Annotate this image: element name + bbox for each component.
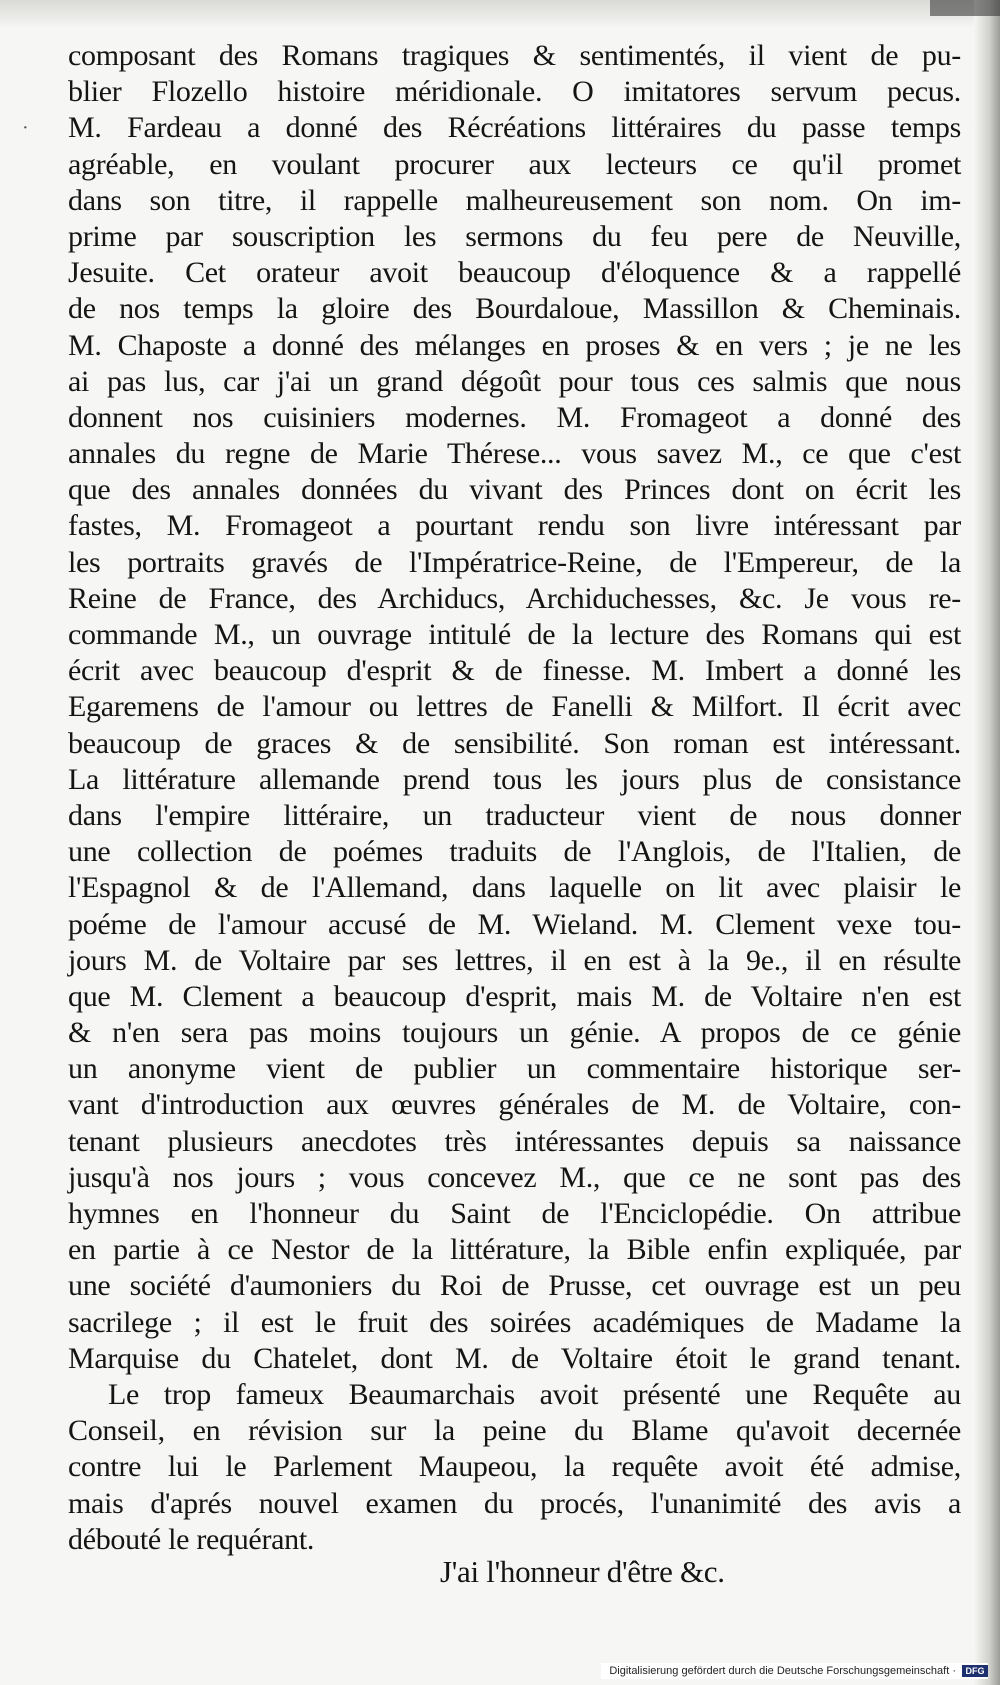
text-line: prime par souscription les sermons du feu pere de Neuville, bbox=[68, 219, 961, 253]
text-line: fastes, M. Fromageot a pourtant rendu son livre intéressant par bbox=[68, 509, 961, 543]
text-line: composant des Romans tragiques & sentimentés, il vient de pu- bbox=[68, 39, 961, 72]
text-line: une collection de poémes traduits de l'Anglois, de l'Italien, de bbox=[68, 835, 961, 869]
text-line: vant d'introduction aux œuvres générales de M. de Voltaire, con- bbox=[68, 1088, 961, 1122]
page-corner-shadow bbox=[930, 0, 1000, 16]
text-line: un anonyme vient de publier un commentaire historique ser- bbox=[68, 1052, 961, 1086]
text-line: blier Flozello histoire méridionale. O imitatores servum pecus. bbox=[68, 75, 961, 109]
page-top-edge bbox=[0, 0, 1000, 28]
text-line: agréable, en voulant procurer aux lecteurs ce qu'il promet bbox=[68, 147, 961, 181]
text-line: tenant plusieurs anecdotes très intéressantes depuis sa naissance bbox=[68, 1124, 961, 1158]
text-line: les portraits gravés de l'Impératrice-Reine, de l'Empereur, de la bbox=[68, 545, 961, 579]
text-line: Marquise du Chatelet, dont M. de Voltaire étoit le grand tenant. bbox=[68, 1341, 961, 1375]
closing-signature: J'ai l'honneur d'être &c. bbox=[440, 1554, 725, 1589]
dfg-logo-icon: DFG bbox=[962, 1665, 988, 1677]
text-line: débouté le requérant. bbox=[68, 1522, 315, 1556]
text-line: annales du regne de Marie Thérese... vous savez M., ce que c'est bbox=[68, 437, 961, 471]
text-line: poéme de l'amour accusé de M. Wieland. M. Clement vexe tou- bbox=[68, 907, 961, 941]
text-line: donnent nos cuisiniers modernes. M. Fromageot a donné des bbox=[68, 400, 961, 434]
text-line: M. Chaposte a donné des mélanges en proses & en vers ; je ne les bbox=[68, 328, 961, 362]
text-line: Reine de France, des Archiducs, Archiduchesses, &c. Je vous re- bbox=[68, 581, 961, 615]
text-line: hymnes en l'honneur du Saint de l'Enciclopédie. On attribue bbox=[68, 1197, 961, 1230]
text-line: & n'en sera pas moins toujours un génie. A propos de ce génie bbox=[68, 1016, 961, 1050]
text-line: dans son titre, il rappelle malheureusement son nom. On im- bbox=[68, 183, 961, 217]
paragraph-start-line: Le trop fameux Beaumarchais avoit présenté une Requête au bbox=[108, 1377, 961, 1411]
text-line: jours M. de Voltaire par ses lettres, il en est à la 9e., il en résulte bbox=[68, 943, 961, 977]
text-line: commande M., un ouvrage intitulé de la lecture des Romans qui est bbox=[68, 618, 961, 651]
text-line: Egaremens de l'amour ou lettres de Fanelli & Milfort. Il écrit avec bbox=[68, 690, 961, 724]
text-line: La littérature allemande prend tous les jours plus de consistance bbox=[68, 762, 961, 796]
footer-credit: Digitalisierung gefördert durch die Deutsche Forschungsgemeinschaft · bbox=[609, 1665, 956, 1677]
text-line: que des annales données du vivant des Princes dont on écrit les bbox=[68, 473, 961, 507]
text-line: sacrilege ; il est le fruit des soirées académiques de Madame la bbox=[68, 1305, 961, 1339]
text-line: contre lui le Parlement Maupeou, la requête avoit été admise, bbox=[68, 1450, 961, 1484]
page-right-edge bbox=[974, 0, 1000, 1685]
text-line: ai pas lus, car j'ai un grand dégoût pour tous ces salmis que nous bbox=[68, 364, 961, 398]
text-line: Conseil, en révision sur la peine du Blame qu'avoit decernée bbox=[68, 1414, 961, 1448]
text-line: une société d'aumoniers du Roi de Prusse, cet ouvrage est un peu bbox=[68, 1269, 961, 1303]
margin-mark: · bbox=[22, 117, 29, 139]
text-line: dans l'empire littéraire, un traducteur vient de nous donner bbox=[68, 798, 961, 832]
text-line: beaucoup de graces & de sensibilité. Son roman est intéressant. bbox=[68, 726, 961, 760]
body-text bbox=[68, 38, 961, 1558]
text-line: M. Fardeau a donné des Récréations littéraires du passe temps bbox=[68, 111, 961, 145]
text-line: en partie à ce Nestor de la littérature, la Bible enfin expliquée, par bbox=[68, 1233, 961, 1267]
text-line: de nos temps la gloire des Bourdaloue, Massillon & Cheminais. bbox=[68, 292, 961, 326]
text-line: l'Espagnol & de l'Allemand, dans laquelle on lit avec plaisir le bbox=[68, 871, 961, 905]
digitization-footer bbox=[601, 1663, 988, 1679]
text-line: mais d'aprés nouvel examen du procés, l'unanimité des avis a bbox=[68, 1486, 961, 1520]
text-line: écrit avec beaucoup d'esprit & de finesse. M. Imbert a donné les bbox=[68, 654, 961, 688]
text-line: jusqu'à nos jours ; vous concevez M., que ce ne sont pas des bbox=[68, 1160, 961, 1194]
text-line: Jesuite. Cet orateur avoit beaucoup d'éloquence & a rappellé bbox=[68, 256, 961, 290]
text-line: que M. Clement a beaucoup d'esprit, mais M. de Voltaire n'en est bbox=[68, 979, 961, 1013]
